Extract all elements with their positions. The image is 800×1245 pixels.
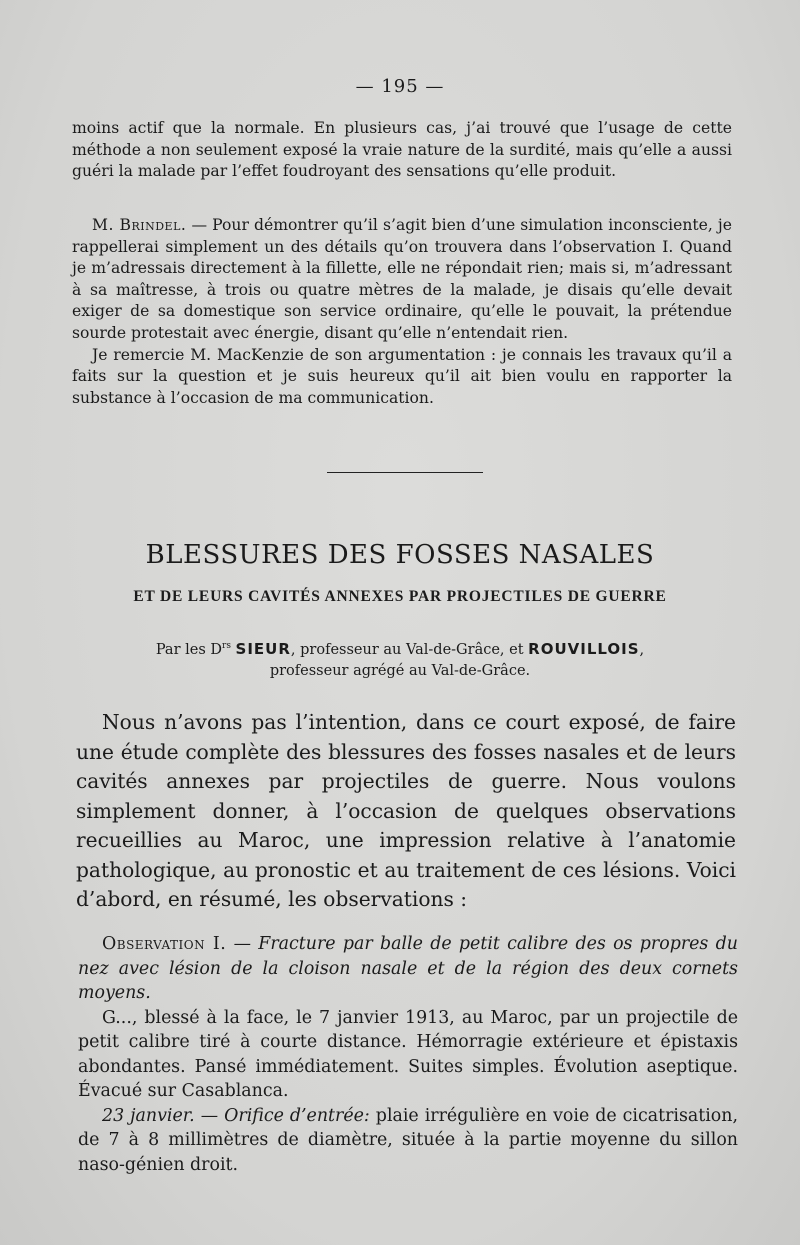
authors-sup: rs — [222, 641, 231, 651]
discussion-paragraph-2 — [72, 215, 732, 345]
page-number: — 195 — — [355, 76, 445, 97]
discussion-block — [72, 118, 732, 183]
authors-line-2: professeur agrégé au Val-de-Grâce. — [269, 662, 531, 679]
observation-1 — [78, 932, 738, 1177]
authors-end: , — [639, 641, 645, 658]
observation-paragraph-1: G..., blessé à la face, le 7 janvier 1913, au Maroc, par un projectile de petit calibre tiré à courte distance. Hémorragie extérieure et épistaxis abondantes. Pansé immédiatement. Suites simples. Évolution aseptique. Évacué sur Casablanca. — [78, 1007, 738, 1101]
observation-heading — [78, 932, 738, 1006]
observation-label: Observation I. — [102, 934, 227, 954]
observation-date: 23 janvier. — Orifice d’entrée: — [102, 1105, 370, 1126]
author-rouvillois: ROUVILLOIS — [528, 639, 640, 658]
discussion-block-2 — [72, 215, 732, 409]
discussion-paragraph-3: Je remercie M. MacKenzie de son argumentation : je connais les travaux qu’il a faits sur la question et je suis heureux qu’il ait bien voulu en rapporter la substance à l’occasion de ma communication. — [72, 345, 732, 407]
article-title: BLESSURES DES FOSSES NASALES — [145, 540, 655, 570]
discussion-paragraph-2-text: — Pour démontrer qu’il s’agit bien d’une simulation inconsciente, je rappellerai simplement un des détails qu’on trouvera dans l’observation I. Quand je m’adressais directement à la fillette, elle ne répondait rien; mais si, m’adressant à sa maîtresse, à trois ou quatre mètres de la malade, je disais qu’elle devait exiger de sa domestique son service ordinaire, qu’elle le pouvait, la prétendue sourde protestait avec énergie, disant qu’elle n’entendait rien. — [72, 216, 732, 342]
authors-line-1 — [0, 636, 800, 661]
observation-paragraph-2 — [78, 1104, 738, 1178]
authors-mid: , professeur au Val-de-Grâce, et — [290, 641, 529, 658]
article-intro — [76, 708, 736, 915]
authors-prefix: Par les D — [155, 641, 223, 658]
section-divider — [327, 472, 483, 473]
intro-paragraph: Nous n’avons pas l’intention, dans ce court exposé, de faire une étude complète des blessures des fosses nasales et de leurs cavités annexes par projectiles de guerre. Nous voulons simplement donner, à l’occasion de quelques observations recueillies au Maroc, une impression relative à l’anatomie pathologique, au pronostic et au traitement de ces lésions. Voici d’abord, en résumé, les observations : — [76, 710, 736, 911]
article-authors — [0, 636, 800, 682]
author-sieur: SIEUR — [235, 639, 291, 658]
speaker-name: M. Brindel. — [92, 216, 187, 234]
article-subtitle: ET DE LEURS CAVITÉS ANNEXES PAR PROJECTILES DE GUERRE — [133, 588, 667, 605]
observation-title: — Fracture par balle de petit calibre des os propres du nez avec lésion de la cloison nasale et de la région des deux cornets moyens. — [78, 934, 738, 1003]
discussion-paragraph-1: moins actif que la normale. En plusieurs cas, j’ai trouvé que l’usage de cette méthode a non seulement exposé la vraie nature de la surdité, mais qu’elle a aussi guéri la malade par l’effet foudroyant des sensations qu’elle produit. — [72, 119, 732, 181]
observation-paragraph-2-text: plaie irrégulière en voie de cicatrisation, de 7 à 8 millimètres de diamètre, située à la partie moyenne du sillon naso-génien droit. — [78, 1105, 738, 1175]
